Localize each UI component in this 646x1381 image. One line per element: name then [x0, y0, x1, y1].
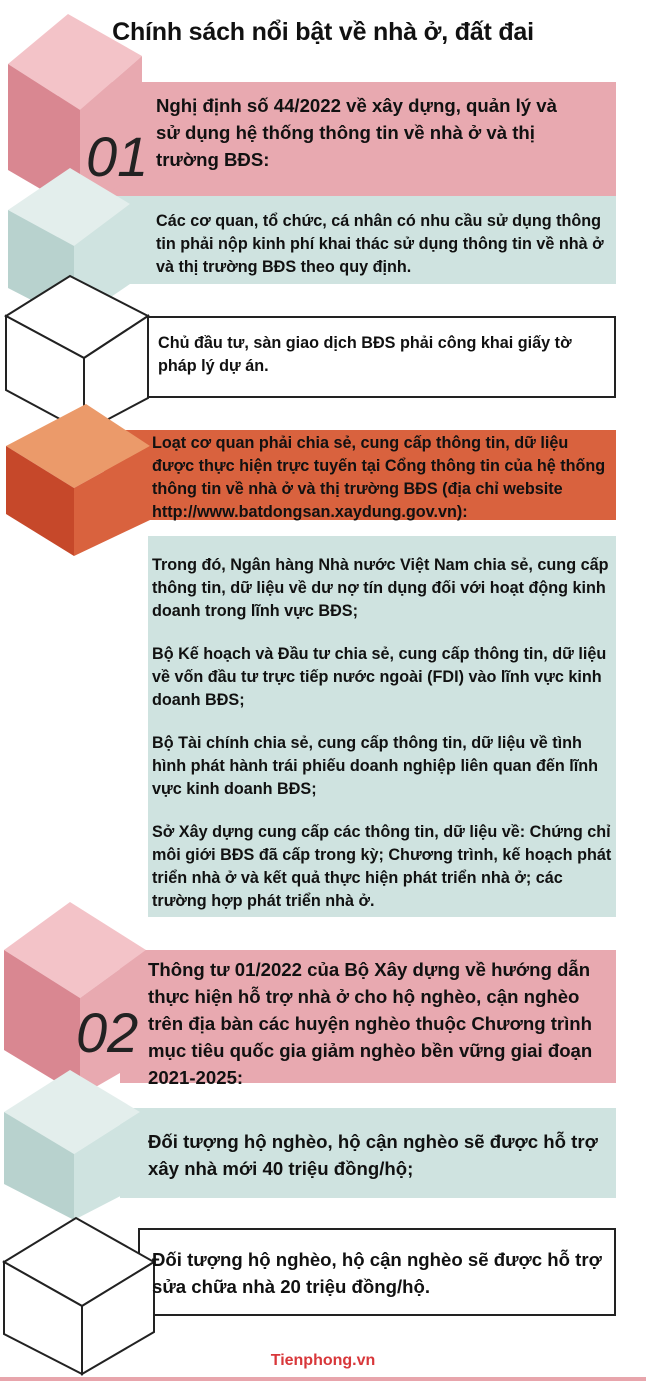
- s1-point2-text: Chủ đầu tư, sàn giao dịch BĐS phải công khai giấy tờ pháp lý dự án.: [158, 334, 572, 375]
- s2-point1-text: Đối tượng hộ nghèo, hộ cận nghèo sẽ được hỗ trợ xây nhà mới 40 triệu đồng/hộ;: [148, 1131, 598, 1179]
- detail-item: Bộ Kế hoạch và Đầu tư chia sẻ, cung cấp thông tin, dữ liệu về vốn đầu tư trực tiếp nước ngoài (FDI) vào lĩnh vực kinh doanh BĐS;: [152, 645, 607, 709]
- page-title: Chính sách nổi bật về nhà ở, đất đai: [112, 18, 534, 46]
- s2-point2-text: Đối tượng hộ nghèo, hộ cận nghèo sẽ được hỗ trợ sửa chữa nhà 20 triệu đồng/hộ.: [152, 1249, 602, 1297]
- section-number-01: 01: [86, 125, 149, 188]
- detail-item: Sở Xây dựng cung cấp các thông tin, dữ liệu về: Chứng chỉ môi giới BĐS đã cấp trong kỳ; Chương trình, kế hoạch phát triển nhà ở và kết quả thực hiện phát triển nhà ở; các trường hợp phát triển nhà ở.: [152, 823, 612, 910]
- section-number-02: 02: [76, 1001, 139, 1064]
- s1-heading-text: Nghị định số 44/2022 về xây dựng, quản lý và sử dụng hệ thống thông tin về nhà ở và thị trường BĐS:: [156, 95, 557, 170]
- detail-item: Trong đó, Ngân hàng Nhà nước Việt Nam chia sẻ, cung cấp thông tin, dữ liệu về dư nợ tín dụng đối với hoạt động kinh doanh trong lĩnh vực BĐS;: [152, 556, 609, 620]
- detail-item: Bộ Tài chính chia sẻ, cung cấp thông tin, dữ liệu về tình hình phát hành trái phiếu doanh nghiệp liên quan đến lĩnh vực kinh doanh BĐS;: [152, 734, 599, 798]
- s1-point1-text: Các cơ quan, tổ chức, cá nhân có nhu cầu sử dụng thông tin phải nộp kinh phí khai thác sử dụng thông tin về nhà ở và thị trường BĐS theo quy định.: [156, 212, 604, 276]
- s1-point3-text: Loạt cơ quan phải chia sẻ, cung cấp thông tin, dữ liệu được thực hiện trực tuyến tại Cổng thông tin của hệ thống thông tin về nhà ở và thị trường BĐS (địa chỉ website http://www.batdongsan.xaydung.gov.vn):: [152, 434, 606, 521]
- footer-brand: Tienphong.vn: [270, 1352, 376, 1369]
- s1-details-list: [152, 554, 616, 933]
- s2-heading-text: Thông tư 01/2022 của Bộ Xây dựng về hướng dẫn thực hiện hỗ trợ nhà ở cho hộ nghèo, cận nghèo trên địa bàn các huyện nghèo thuộc Chương trình mục tiêu quốc gia giảm nghèo bền vững giai đoạn 2021-2025:: [148, 959, 593, 1088]
- bottom-divider: [0, 1377, 646, 1381]
